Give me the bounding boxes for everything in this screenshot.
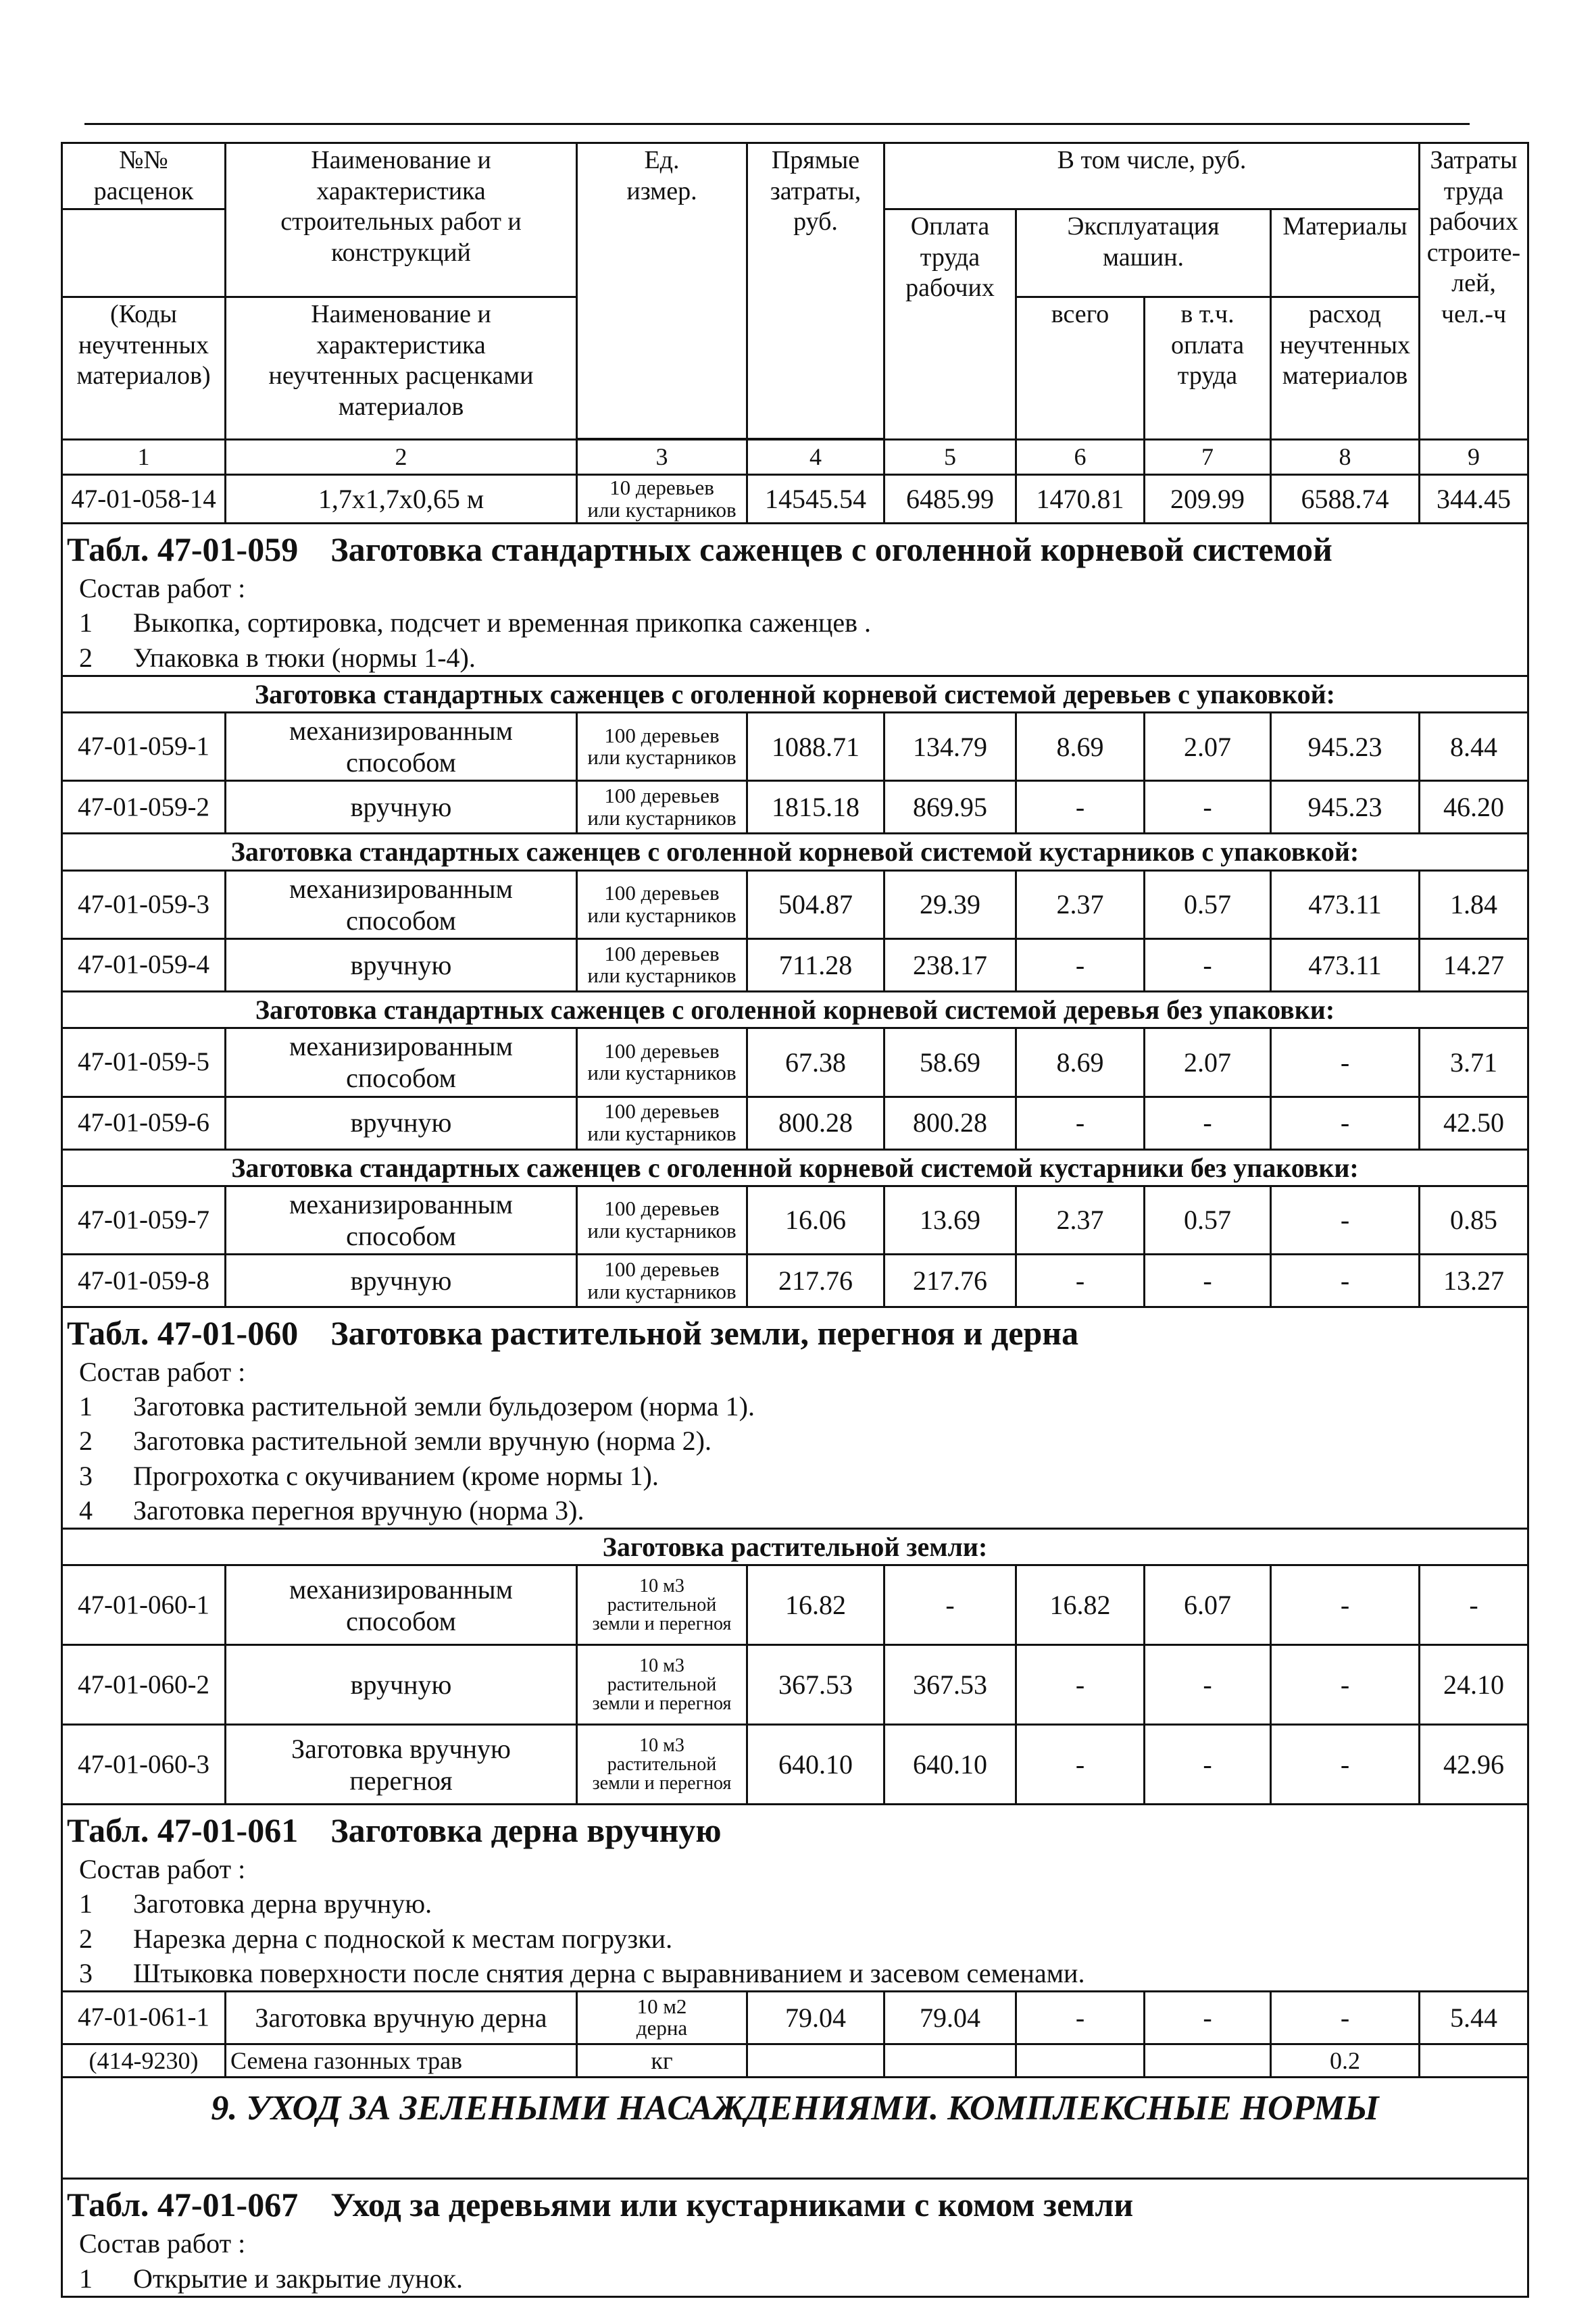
cell-col-2: 1,7x1,7x0,65 м — [226, 475, 577, 524]
cell-col-3: 100 деревьев или кустарников — [577, 870, 747, 938]
header-rule — [84, 123, 1470, 125]
cell-col-3: 10 м3 растительной земли и перегноя — [577, 1725, 747, 1805]
cell-col-8: 473.11 — [1271, 938, 1420, 991]
subheading: Заготовка стандартных саженцев с оголенной корневой системой кустарники без упаковки: — [62, 1149, 1528, 1186]
section-heading: 9. УХОД ЗА ЗЕЛЕНЫМИ НАСАЖДЕНИЯМИ. КОМПЛЕКСНЫЕ НОРМЫ — [62, 2078, 1528, 2179]
cell-col-4: 504.87 — [747, 870, 884, 938]
column-number-1: 1 — [62, 440, 226, 475]
cell-col-8: - — [1271, 1991, 1420, 2044]
cell-col-1: 47-01-060-2 — [62, 1645, 226, 1725]
work-item — [62, 1921, 1528, 1956]
cell-col-5: 238.17 — [884, 938, 1016, 991]
work-item-text: 1 Заготовка растительной земли бульдозером (норма 1). — [62, 1389, 1528, 1424]
cell-col-8: 945.23 — [1271, 781, 1420, 834]
works-label: Состав работ : — [62, 2226, 1528, 2261]
cell-col-5: 134.79 — [884, 713, 1016, 781]
cell-col-7: 0.57 — [1145, 1186, 1271, 1254]
table-title: Табл. 47-01-061 Заготовка дерна вручную — [62, 1805, 1528, 1853]
cell-col-5: 79.04 — [884, 1991, 1016, 2044]
work-item-text: 2 Заготовка растительной земли вручную (норма 2). — [62, 1424, 1528, 1458]
cell-col-1: 47-01-059-3 — [62, 870, 226, 938]
col-direct-header: Прямые затраты, руб. — [747, 143, 884, 439]
cell-col-1: 47-01-059-6 — [62, 1097, 226, 1149]
cell-col-2: механизированным способом — [226, 1186, 577, 1254]
cell-col-8: 6588.74 — [1271, 475, 1420, 524]
col-materials-header: Материалы — [1271, 209, 1420, 297]
table-row — [62, 1645, 1528, 1725]
cell-col-9: 24.10 — [1420, 1645, 1528, 1725]
cell-col-4: 1815.18 — [747, 781, 884, 834]
cell-col-5: 13.69 — [884, 1186, 1016, 1254]
cell-col-3: 100 деревьев или кустарников — [577, 781, 747, 834]
work-item — [62, 605, 1528, 640]
column-number-3: 3 — [577, 440, 747, 475]
works-label: Состав работ : — [62, 1355, 1528, 1389]
works-label-row — [62, 1355, 1528, 1389]
table-body — [62, 143, 1528, 2297]
subheading: Заготовка стандартных саженцев с оголенной корневой системой деревьев с упаковкой: — [62, 676, 1528, 712]
table-row — [62, 938, 1528, 991]
cell-col-3: 100 деревьев или кустарников — [577, 1028, 747, 1097]
cell-col-8: - — [1271, 1725, 1420, 1805]
column-number-2: 2 — [226, 440, 577, 475]
work-item — [62, 640, 1528, 676]
cell-col-9: 0.85 — [1420, 1186, 1528, 1254]
col-name2-header: Наименование и характеристика неучтенных расценками материалов — [226, 297, 577, 440]
table-row — [62, 1725, 1528, 1805]
cell-col-2: механизированным способом — [226, 1565, 577, 1645]
cell-col-5: 29.39 — [884, 870, 1016, 938]
cell-col-3: 100 деревьев или кустарников — [577, 713, 747, 781]
work-item — [62, 1459, 1528, 1493]
cell-col-4: 79.04 — [747, 1991, 884, 2044]
cell-col-8: - — [1271, 1255, 1420, 1307]
material-empty-9 — [1420, 2044, 1528, 2077]
cell-col-4: 217.76 — [747, 1255, 884, 1307]
work-item-text: 1 Выкопка, сортировка, подсчет и временная прикопка саженцев . — [62, 605, 1528, 640]
cell-col-4: 640.10 — [747, 1725, 884, 1805]
cell-col-6: 1470.81 — [1016, 475, 1145, 524]
work-item — [62, 1424, 1528, 1458]
col-mach-labor-header: в т.ч. оплата труда — [1145, 297, 1271, 440]
cell-col-6: - — [1016, 938, 1145, 991]
subheading: Заготовка стандартных саженцев с оголенной корневой системой кустарников с упаковкой: — [62, 834, 1528, 870]
cell-col-9: 42.50 — [1420, 1097, 1528, 1149]
work-item — [62, 1389, 1528, 1424]
cell-col-7: 209.99 — [1145, 475, 1271, 524]
table-id: Табл. 47-01-060 — [67, 1314, 299, 1353]
cell-col-3: 100 деревьев или кустарников — [577, 938, 747, 991]
cell-col-9: - — [1420, 1565, 1528, 1645]
col-code2-header: (Коды неучтенных материалов) — [62, 297, 226, 440]
cell-col-8: - — [1271, 1186, 1420, 1254]
cell-col-7: 2.07 — [1145, 713, 1271, 781]
column-number-7: 7 — [1145, 440, 1271, 475]
work-item-text: 4 Заготовка перегноя вручную (норма 3). — [62, 1493, 1528, 1529]
material-empty-4 — [747, 2044, 884, 2077]
table-row — [62, 1565, 1528, 1645]
cell-col-7: - — [1145, 781, 1271, 834]
cell-col-6: - — [1016, 1097, 1145, 1149]
col-unit-header: Ед. измер. — [577, 143, 747, 439]
cell-col-6: - — [1016, 1991, 1145, 2044]
col-code-header: №№ расценок — [62, 143, 226, 209]
work-item-text: 2 Нарезка дерна с подноской к местам погрузки. — [62, 1921, 1528, 1956]
cell-col-9: 8.44 — [1420, 713, 1528, 781]
subheading-row — [62, 991, 1528, 1028]
cell-col-5: 869.95 — [884, 781, 1016, 834]
cell-col-1: 47-01-059-7 — [62, 1186, 226, 1254]
cell-col-7: - — [1145, 1097, 1271, 1149]
section-row — [62, 2078, 1528, 2179]
material-qty: 0.2 — [1271, 2044, 1420, 2077]
material-empty-5 — [884, 2044, 1016, 2077]
work-item-text: 3 Штыковка поверхности после снятия дерна с выравниванием и засевом семенами. — [62, 1956, 1528, 1992]
subheading-row — [62, 834, 1528, 870]
table-row — [62, 870, 1528, 938]
cell-col-5: 367.53 — [884, 1645, 1016, 1725]
works-label-row — [62, 1852, 1528, 1886]
cell-col-4: 67.38 — [747, 1028, 884, 1097]
cell-col-8: - — [1271, 1097, 1420, 1149]
table-row — [62, 713, 1528, 781]
column-numbers-row — [62, 440, 1528, 475]
table-row — [62, 1186, 1528, 1254]
table-title: Табл. 47-01-060 Заготовка растительной земли, перегноя и дерна — [62, 1307, 1528, 1355]
cell-col-9: 42.96 — [1420, 1725, 1528, 1805]
cell-col-8: - — [1271, 1645, 1420, 1725]
cell-col-1: 47-01-059-8 — [62, 1255, 226, 1307]
cell-col-1: 47-01-060-3 — [62, 1725, 226, 1805]
table-title: Табл. 47-01-067 Уход за деревьями или кустарниками с комом земли — [62, 2179, 1528, 2227]
material-unit: кг — [577, 2044, 747, 2077]
cell-col-2: вручную — [226, 938, 577, 991]
cell-col-1: 47-01-059-5 — [62, 1028, 226, 1097]
cell-col-6: 16.82 — [1016, 1565, 1145, 1645]
cell-col-1: 47-01-059-4 — [62, 938, 226, 991]
subheading-row — [62, 1529, 1528, 1565]
header-row — [62, 143, 1528, 209]
cell-col-9: 344.45 — [1420, 475, 1528, 524]
cell-col-6: 2.37 — [1016, 1186, 1145, 1254]
works-label: Состав работ : — [62, 571, 1528, 605]
cell-col-6: - — [1016, 781, 1145, 834]
cell-col-4: 16.06 — [747, 1186, 884, 1254]
col-machines-header: Эксплуатация машин. — [1016, 209, 1271, 297]
cell-col-2: вручную — [226, 781, 577, 834]
cell-col-1: 47-01-059-2 — [62, 781, 226, 834]
cell-col-7: - — [1145, 938, 1271, 991]
cell-col-8: 945.23 — [1271, 713, 1420, 781]
cell-col-4: 16.82 — [747, 1565, 884, 1645]
works-label: Состав работ : — [62, 1852, 1528, 1886]
table-row — [62, 781, 1528, 834]
cell-col-3: 100 деревьев или кустарников — [577, 1186, 747, 1254]
works-label-row — [62, 571, 1528, 605]
cell-col-3: 100 деревьев или кустарников — [577, 1097, 747, 1149]
col-mach-total-header: всего — [1016, 297, 1145, 440]
work-item — [62, 2261, 1528, 2297]
cell-col-7: - — [1145, 1725, 1271, 1805]
table-row — [62, 1255, 1528, 1307]
column-number-8: 8 — [1271, 440, 1420, 475]
cell-col-9: 14.27 — [1420, 938, 1528, 991]
table-title-row — [62, 1805, 1528, 1853]
cell-col-7: - — [1145, 1991, 1271, 2044]
table-row — [62, 475, 1528, 524]
cell-col-2: механизированным способом — [226, 870, 577, 938]
table-id: Табл. 47-01-061 — [67, 1811, 299, 1850]
cell-col-5: 800.28 — [884, 1097, 1016, 1149]
table-row — [62, 1097, 1528, 1149]
cell-col-5: 6485.99 — [884, 475, 1016, 524]
cell-col-4: 367.53 — [747, 1645, 884, 1725]
cell-col-2: вручную — [226, 1097, 577, 1149]
cell-col-5: 58.69 — [884, 1028, 1016, 1097]
cell-col-9: 1.84 — [1420, 870, 1528, 938]
subheading-row — [62, 1149, 1528, 1186]
cell-col-2: Заготовка вручную перегноя — [226, 1725, 577, 1805]
cell-col-9: 13.27 — [1420, 1255, 1528, 1307]
cell-col-7: 2.07 — [1145, 1028, 1271, 1097]
col-labor-header: Затраты труда рабочих строите- лей, чел.-ч — [1420, 143, 1528, 440]
material-empty-6 — [1016, 2044, 1145, 2077]
table-row — [62, 1991, 1528, 2044]
cell-col-4: 711.28 — [747, 938, 884, 991]
subheading: Заготовка растительной земли: — [62, 1529, 1528, 1565]
subheading-row — [62, 676, 1528, 712]
material-code: (414-9230) — [62, 2044, 226, 2077]
cell-col-5: 217.76 — [884, 1255, 1016, 1307]
cell-col-9: 46.20 — [1420, 781, 1528, 834]
cell-col-6: 8.69 — [1016, 713, 1145, 781]
cell-col-6: - — [1016, 1725, 1145, 1805]
cell-col-2: Заготовка вручную дерна — [226, 1991, 577, 2044]
table-id: Табл. 47-01-059 — [67, 530, 299, 569]
cell-col-8: - — [1271, 1028, 1420, 1097]
cell-col-3: 10 деревьев или кустарников — [577, 475, 747, 524]
cell-col-7: - — [1145, 1255, 1271, 1307]
cell-col-6: - — [1016, 1645, 1145, 1725]
cell-col-1: 47-01-061-1 — [62, 1991, 226, 2044]
column-number-9: 9 — [1420, 440, 1528, 475]
cell-col-2: вручную — [226, 1645, 577, 1725]
cell-col-4: 1088.71 — [747, 713, 884, 781]
works-label-row — [62, 2226, 1528, 2261]
cell-col-7: - — [1145, 1645, 1271, 1725]
work-item-text: 3 Прогрохотка с окучиванием (кроме нормы 1). — [62, 1459, 1528, 1493]
table-title: Табл. 47-01-059 Заготовка стандартных саженцев с оголенной корневой системой — [62, 524, 1528, 572]
cell-col-7: 6.07 — [1145, 1565, 1271, 1645]
cell-col-3: 10 м3 растительной земли и перегноя — [577, 1565, 747, 1645]
work-item-text: 1 Открытие и закрытие лунок. — [62, 2261, 1528, 2297]
table-row — [62, 1028, 1528, 1097]
col-code-header-spacer — [62, 209, 226, 297]
table-title-row — [62, 524, 1528, 572]
cell-col-8: 473.11 — [1271, 870, 1420, 938]
table-title-row — [62, 2179, 1528, 2227]
work-item-text: 2 Упаковка в тюки (нормы 1-4). — [62, 640, 1528, 676]
cell-col-2: механизированным способом — [226, 713, 577, 781]
work-item — [62, 1956, 1528, 1992]
cell-col-3: 10 м3 растительной земли и перегноя — [577, 1645, 747, 1725]
cell-col-1: 47-01-058-14 — [62, 475, 226, 524]
material-row — [62, 2044, 1528, 2077]
cell-col-9: 5.44 — [1420, 1991, 1528, 2044]
cell-col-1: 47-01-059-1 — [62, 713, 226, 781]
col-incl-header: В том числе, руб. — [884, 143, 1420, 209]
cell-col-5: - — [884, 1565, 1016, 1645]
cell-col-3: 100 деревьев или кустарников — [577, 1255, 747, 1307]
cell-col-2: механизированным способом — [226, 1028, 577, 1097]
material-empty-7 — [1145, 2044, 1271, 2077]
cell-col-4: 14545.54 — [747, 475, 884, 524]
col-labor-cost-header: Оплата труда рабочих — [884, 209, 1016, 440]
cell-col-4: 800.28 — [747, 1097, 884, 1149]
cell-col-6: 2.37 — [1016, 870, 1145, 938]
rates-table — [61, 142, 1529, 2298]
work-item-text: 1 Заготовка дерна вручную. — [62, 1886, 1528, 1921]
cell-col-7: 0.57 — [1145, 870, 1271, 938]
col-mat-unacc-header: расход неучтенных материалов — [1271, 297, 1420, 440]
table-title-row — [62, 1307, 1528, 1355]
column-number-5: 5 — [884, 440, 1016, 475]
cell-col-5: 640.10 — [884, 1725, 1016, 1805]
cell-col-8: - — [1271, 1565, 1420, 1645]
cell-col-6: 8.69 — [1016, 1028, 1145, 1097]
col-name-header: Наименование и характеристика строительных работ и конструкций — [226, 143, 577, 297]
cell-col-1: 47-01-060-1 — [62, 1565, 226, 1645]
cell-col-2: вручную — [226, 1255, 577, 1307]
cell-col-9: 3.71 — [1420, 1028, 1528, 1097]
cell-col-3: 10 м2 дерна — [577, 1991, 747, 2044]
cell-col-6: - — [1016, 1255, 1145, 1307]
subheading: Заготовка стандартных саженцев с оголенной корневой системой деревья без упаковки: — [62, 991, 1528, 1028]
column-number-6: 6 — [1016, 440, 1145, 475]
table-id: Табл. 47-01-067 — [67, 2186, 299, 2224]
material-name: Семена газонных трав — [226, 2044, 577, 2077]
work-item — [62, 1886, 1528, 1921]
work-item — [62, 1493, 1528, 1529]
column-number-4: 4 — [747, 440, 884, 475]
